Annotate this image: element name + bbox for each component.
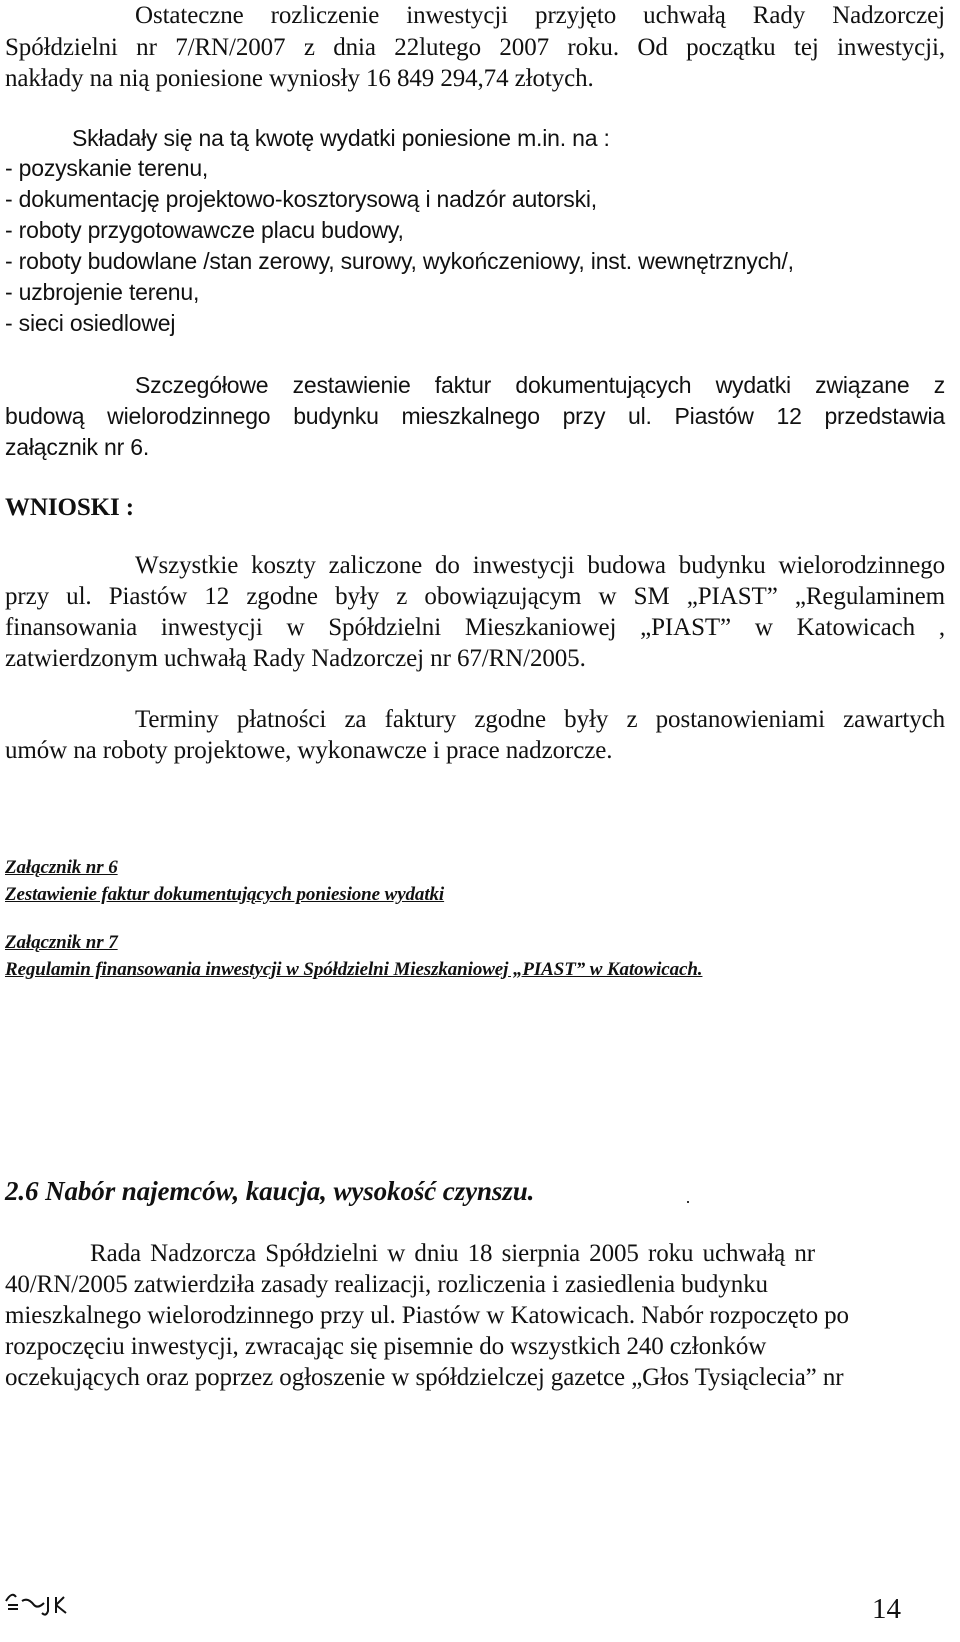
paragraph-6-line-2: 40/RN/2005 zatwierdziła zasady realizacji, rozliczenia i zasiedlenia budynku xyxy=(5,1271,768,1298)
paragraph-3-line-3: załącznik nr 6. xyxy=(5,434,150,460)
paragraph-4-line-1: Wszystkie koszty zaliczone do inwestycji budowa budynku wielorodzinnego xyxy=(135,552,945,579)
paragraph-3-line-1: Szczegółowe zestawienie faktur dokumentujących wydatki związane z xyxy=(135,372,945,398)
attachment-6-label: Załącznik nr 6 xyxy=(5,857,118,878)
cost-item: - sieci osiedlowej xyxy=(5,310,176,336)
paragraph-6-line-1: Rada Nadzorcza Spółdzielni w dniu 18 sierpnia 2005 roku uchwałą nr xyxy=(90,1240,815,1267)
attachment-6-title: Zestawienie faktur dokumentujących poniesione wydatki xyxy=(5,884,445,905)
paragraph-1-line-2: Spółdzielni nr 7/RN/2007 z dnia 22lutego 2007 roku. Od początku tej inwestycji, xyxy=(5,34,945,61)
paragraph-1-line-3: nakłady na nią poniesione wyniosły 16 849 294,74 złotych. xyxy=(5,65,594,92)
paragraph-5-line-1: Terminy płatności za faktury zgodne były z postanowieniami zawartych xyxy=(135,706,945,733)
handwritten-initials xyxy=(4,1587,74,1617)
paragraph-5-line-2: umów na roboty projektowe, wykonawcze i prace nadzorcze. xyxy=(5,737,613,764)
section-heading: 2.6 Nabór najemców, kaucja, wysokość czynszu. xyxy=(5,1176,535,1206)
paragraph-4-line-2: przy ul. Piastów 12 zgodne były z obowiązującym w SM „PIAST” „Regulaminem xyxy=(5,583,945,610)
cost-item: - uzbrojenie terenu, xyxy=(5,279,200,305)
page-number: 14 xyxy=(872,1593,901,1625)
paragraph-6-line-5: oczekujących oraz poprzez ogłoszenie w spółdzielczej gazetce „Głos Tysiąclecia” nr xyxy=(5,1364,844,1391)
cost-item: - dokumentację projektowo-kosztorysową i nadzór autorski, xyxy=(5,186,597,212)
paragraph-6-line-4: rozpoczęciu inwestycji, zwracając się pisemnie do wszystkich 240 członków xyxy=(5,1333,767,1360)
paragraph-4-line-4: zatwierdzonym uchwałą Rady Nadzorczej nr 67/RN/2005. xyxy=(5,645,586,672)
cost-intro: Składały się na tą kwotę wydatki poniesione m.in. na : xyxy=(72,125,610,151)
attachment-7-title: Regulamin finansowania inwestycji w Spółdzielni Mieszkaniowej „PIAST” w Katowicach. xyxy=(5,959,703,980)
scan-speck xyxy=(687,1201,689,1203)
paragraph-1-line-1: Ostateczne rozliczenie inwestycji przyjęto uchwałą Rady Nadzorczej xyxy=(135,2,945,29)
cost-item: - roboty przygotowawcze placu budowy, xyxy=(5,217,404,243)
paragraph-6-line-3: mieszkalnego wielorodzinnego przy ul. Piastów w Katowicach. Nabór rozpoczęto po xyxy=(5,1302,849,1329)
cost-item: - pozyskanie terenu, xyxy=(5,155,209,181)
paragraph-3-line-2: budową wielorodzinnego budynku mieszkalnego przy ul. Piastów 12 przedstawia xyxy=(5,403,945,429)
conclusions-heading: WNIOSKI : xyxy=(5,494,134,521)
attachment-7-label: Załącznik nr 7 xyxy=(5,932,118,953)
cost-item: - roboty budowlane /stan zerowy, surowy, wykończeniowy, inst. wewnętrznych/, xyxy=(5,248,794,274)
paragraph-4-line-3: finansowania inwestycji w Spółdzielni Mieszkaniowej „PIAST” w Katowicach , xyxy=(5,614,945,641)
